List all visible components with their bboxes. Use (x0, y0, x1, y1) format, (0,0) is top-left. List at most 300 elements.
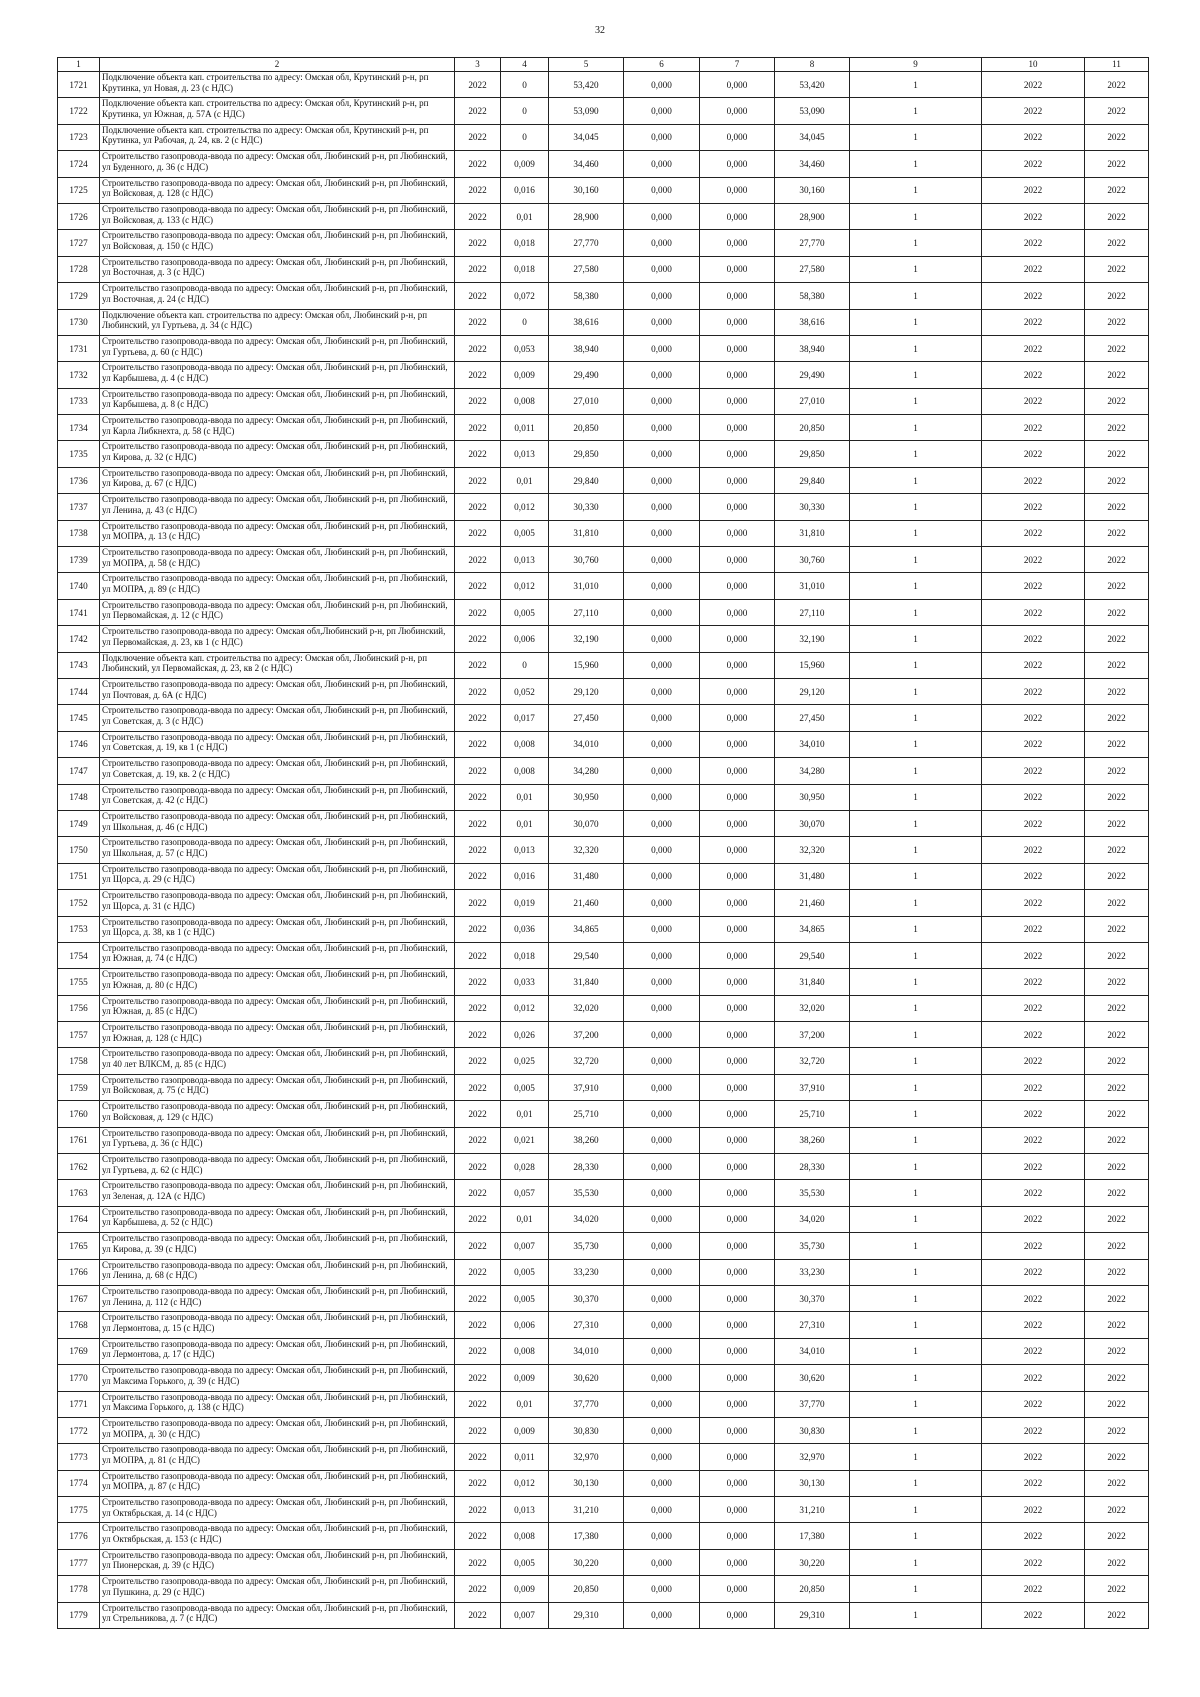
table-row (58, 309, 1149, 335)
table-cell-col-1: 1751 (58, 863, 100, 889)
table-cell-col-6: 0,000 (624, 1602, 700, 1628)
table-cell-col-8: 30,330 (775, 494, 850, 520)
table-cell-col-7: 0,000 (700, 1338, 775, 1364)
table-cell-col-2: Строительство газопровода-ввода по адресу: Омская обл, Любинский р-н, рп Любинский, ул Войсковая, д. 75 (с НДС) (100, 1074, 455, 1100)
table-cell-col-8: 31,480 (775, 863, 850, 889)
table-cell-col-11: 2022 (1085, 309, 1149, 335)
table-cell-col-10: 2022 (982, 72, 1085, 98)
table-cell-col-10: 2022 (982, 494, 1085, 520)
table-cell-col-1: 1753 (58, 916, 100, 942)
table-cell-col-11: 2022 (1085, 1259, 1149, 1285)
table-cell-col-8: 27,450 (775, 705, 850, 731)
table-cell-col-11: 2022 (1085, 837, 1149, 863)
table-cell-col-4: 0,017 (501, 705, 549, 731)
table-row (58, 1101, 1149, 1127)
table-cell-col-9: 1 (850, 863, 982, 889)
table-cell-col-9: 1 (850, 1233, 982, 1259)
table-cell-col-4: 0,013 (501, 441, 549, 467)
column-header-11: 11 (1085, 58, 1149, 72)
table-cell-col-6: 0,000 (624, 1180, 700, 1206)
table-cell-col-6: 0,000 (624, 283, 700, 309)
table-cell-col-9: 1 (850, 599, 982, 625)
table-cell-col-5: 58,380 (549, 283, 624, 309)
table-cell-col-1: 1766 (58, 1259, 100, 1285)
table-cell-col-9: 1 (850, 758, 982, 784)
table-cell-col-7: 0,000 (700, 995, 775, 1021)
table-cell-col-1: 1732 (58, 362, 100, 388)
table-cell-col-9: 1 (850, 1470, 982, 1496)
table-cell-col-6: 0,000 (624, 1285, 700, 1311)
table-cell-col-1: 1757 (58, 1022, 100, 1048)
table-cell-col-5: 29,840 (549, 467, 624, 493)
table-cell-col-1: 1760 (58, 1101, 100, 1127)
table-cell-col-11: 2022 (1085, 731, 1149, 757)
table-cell-col-3: 2022 (455, 547, 501, 573)
table-cell-col-1: 1728 (58, 256, 100, 282)
table-cell-col-8: 27,580 (775, 256, 850, 282)
table-cell-col-10: 2022 (982, 1154, 1085, 1180)
table-cell-col-6: 0,000 (624, 916, 700, 942)
table-cell-col-9: 1 (850, 1048, 982, 1074)
table-row (58, 520, 1149, 546)
column-header-9: 9 (850, 58, 982, 72)
table-cell-col-10: 2022 (982, 467, 1085, 493)
table-cell-col-1: 1739 (58, 547, 100, 573)
table-cell-col-4: 0,018 (501, 256, 549, 282)
column-header-3: 3 (455, 58, 501, 72)
table-cell-col-4: 0,005 (501, 1259, 549, 1285)
table-cell-col-10: 2022 (982, 599, 1085, 625)
table-cell-col-4: 0,036 (501, 916, 549, 942)
table-cell-col-4: 0,009 (501, 362, 549, 388)
table-cell-col-4: 0,013 (501, 837, 549, 863)
table-cell-col-2: Строительство газопровода-ввода по адресу: Омская обл, Любинский р-н, рп Любинский, ул Пионерская, д. 39 (с НДС) (100, 1549, 455, 1575)
table-cell-col-1: 1767 (58, 1285, 100, 1311)
table-cell-col-5: 53,420 (549, 72, 624, 98)
table-cell-col-2: Строительство газопровода-ввода по адресу: Омская обл, Любинский р-н, рп Любинский, ул МОПРА, д. 81 (с НДС) (100, 1444, 455, 1470)
table-cell-col-2: Строительство газопровода-ввода по адресу: Омская обл, Любинский р-н, рп Любинский, ул Южная, д. 80 (с НДС) (100, 969, 455, 995)
table-cell-col-6: 0,000 (624, 705, 700, 731)
table-cell-col-10: 2022 (982, 731, 1085, 757)
table-cell-col-9: 1 (850, 969, 982, 995)
table-cell-col-10: 2022 (982, 520, 1085, 546)
table-cell-col-8: 30,830 (775, 1417, 850, 1443)
table-cell-col-8: 30,620 (775, 1365, 850, 1391)
table-cell-col-9: 1 (850, 1497, 982, 1523)
table-cell-col-10: 2022 (982, 415, 1085, 441)
table-cell-col-3: 2022 (455, 203, 501, 229)
table-cell-col-11: 2022 (1085, 1549, 1149, 1575)
table-cell-col-5: 28,330 (549, 1154, 624, 1180)
table-cell-col-6: 0,000 (624, 1233, 700, 1259)
table-cell-col-5: 31,480 (549, 863, 624, 889)
table-cell-col-9: 1 (850, 1022, 982, 1048)
table-cell-col-1: 1731 (58, 335, 100, 361)
table-cell-col-8: 29,840 (775, 467, 850, 493)
table-cell-col-7: 0,000 (700, 1022, 775, 1048)
table-row (58, 1523, 1149, 1549)
table-row (58, 1497, 1149, 1523)
table-cell-col-5: 29,490 (549, 362, 624, 388)
table-cell-col-7: 0,000 (700, 151, 775, 177)
table-cell-col-1: 1769 (58, 1338, 100, 1364)
table-cell-col-5: 30,330 (549, 494, 624, 520)
table-cell-col-10: 2022 (982, 1444, 1085, 1470)
table-cell-col-7: 0,000 (700, 890, 775, 916)
table-cell-col-8: 30,130 (775, 1470, 850, 1496)
table-cell-col-2: Подключение объекта кап. строительства по адресу: Омская обл, Крутинский р-н, рп Крутинка, ул Рабочая, д. 24, кв. 2 (с НДС) (100, 124, 455, 150)
table-header (58, 58, 1149, 72)
table-cell-col-1: 1746 (58, 731, 100, 757)
table-cell-col-7: 0,000 (700, 520, 775, 546)
table-cell-col-10: 2022 (982, 1101, 1085, 1127)
table-cell-col-3: 2022 (455, 1101, 501, 1127)
table-cell-col-1: 1778 (58, 1576, 100, 1602)
table-cell-col-9: 1 (850, 916, 982, 942)
table-cell-col-4: 0,005 (501, 1074, 549, 1100)
table-cell-col-4: 0 (501, 98, 549, 124)
table-cell-col-7: 0,000 (700, 124, 775, 150)
table-cell-col-6: 0,000 (624, 151, 700, 177)
table-cell-col-3: 2022 (455, 441, 501, 467)
table-cell-col-4: 0,01 (501, 810, 549, 836)
table-cell-col-8: 37,770 (775, 1391, 850, 1417)
table-cell-col-7: 0,000 (700, 72, 775, 98)
table-row (58, 1180, 1149, 1206)
table-cell-col-10: 2022 (982, 1285, 1085, 1311)
table-cell-col-2: Строительство газопровода-ввода по адресу: Омская обл, Любинский р-н, рп Любинский, ул МОПРА, д. 89 (с НДС) (100, 573, 455, 599)
table-cell-col-3: 2022 (455, 98, 501, 124)
table-cell-col-6: 0,000 (624, 1048, 700, 1074)
table-cell-col-2: Строительство газопровода-ввода по адресу: Омская обл, Любинский р-н, рп Любинский, ул Кирова, д. 32 (с НДС) (100, 441, 455, 467)
table-row (58, 388, 1149, 414)
table-cell-col-7: 0,000 (700, 1101, 775, 1127)
table-cell-col-11: 2022 (1085, 626, 1149, 652)
table-cell-col-3: 2022 (455, 942, 501, 968)
table-cell-col-6: 0,000 (624, 652, 700, 678)
table-cell-col-5: 32,320 (549, 837, 624, 863)
table-cell-col-5: 31,210 (549, 1497, 624, 1523)
table-cell-col-2: Строительство газопровода-ввода по адресу: Омская обл, Любинский р-н, рп Любинский, ул Школьная, д. 57 (с НДС) (100, 837, 455, 863)
table-cell-col-3: 2022 (455, 863, 501, 889)
table-cell-col-3: 2022 (455, 1206, 501, 1232)
table-cell-col-6: 0,000 (624, 467, 700, 493)
table-cell-col-1: 1744 (58, 678, 100, 704)
table-cell-col-7: 0,000 (700, 1048, 775, 1074)
table-cell-col-7: 0,000 (700, 1523, 775, 1549)
table-cell-col-3: 2022 (455, 256, 501, 282)
table-cell-col-6: 0,000 (624, 810, 700, 836)
table-cell-col-8: 27,110 (775, 599, 850, 625)
table-cell-col-3: 2022 (455, 1127, 501, 1153)
table-cell-col-11: 2022 (1085, 942, 1149, 968)
table-cell-col-11: 2022 (1085, 1417, 1149, 1443)
table-cell-col-6: 0,000 (624, 494, 700, 520)
page-number: 32 (595, 25, 605, 36)
table-cell-col-8: 32,320 (775, 837, 850, 863)
table-cell-col-11: 2022 (1085, 705, 1149, 731)
table-cell-col-9: 1 (850, 626, 982, 652)
table-cell-col-9: 1 (850, 124, 982, 150)
table-cell-col-4: 0,021 (501, 1127, 549, 1153)
table-row (58, 256, 1149, 282)
table-row (58, 863, 1149, 889)
table-cell-col-11: 2022 (1085, 283, 1149, 309)
table-cell-col-10: 2022 (982, 309, 1085, 335)
table-cell-col-3: 2022 (455, 124, 501, 150)
table-cell-col-4: 0,01 (501, 1101, 549, 1127)
table-cell-col-7: 0,000 (700, 837, 775, 863)
table-cell-col-3: 2022 (455, 1497, 501, 1523)
table-cell-col-2: Строительство газопровода-ввода по адресу: Омская обл, Любинский р-н, рп Любинский, ул Карбышева, д. 8 (с НДС) (100, 388, 455, 414)
table-cell-col-4: 0,018 (501, 942, 549, 968)
table-cell-col-6: 0,000 (624, 995, 700, 1021)
table-cell-col-4: 0,01 (501, 784, 549, 810)
table-cell-col-10: 2022 (982, 969, 1085, 995)
table-cell-col-7: 0,000 (700, 494, 775, 520)
table-cell-col-5: 27,450 (549, 705, 624, 731)
table-cell-col-9: 1 (850, 494, 982, 520)
table-cell-col-5: 20,850 (549, 1576, 624, 1602)
table-cell-col-10: 2022 (982, 1048, 1085, 1074)
table-cell-col-1: 1747 (58, 758, 100, 784)
table-cell-col-1: 1726 (58, 203, 100, 229)
table-row (58, 124, 1149, 150)
table-cell-col-7: 0,000 (700, 309, 775, 335)
table-cell-col-11: 2022 (1085, 520, 1149, 546)
table-cell-col-8: 30,220 (775, 1549, 850, 1575)
table-cell-col-4: 0,011 (501, 415, 549, 441)
table-cell-col-5: 53,090 (549, 98, 624, 124)
table-cell-col-6: 0,000 (624, 230, 700, 256)
table-cell-col-10: 2022 (982, 1523, 1085, 1549)
table-cell-col-1: 1745 (58, 705, 100, 731)
table-cell-col-9: 1 (850, 1259, 982, 1285)
table-row (58, 1233, 1149, 1259)
table-cell-col-9: 1 (850, 573, 982, 599)
table-cell-col-3: 2022 (455, 1470, 501, 1496)
table-cell-col-4: 0 (501, 652, 549, 678)
table-cell-col-8: 27,310 (775, 1312, 850, 1338)
table-cell-col-6: 0,000 (624, 256, 700, 282)
table-cell-col-2: Подключение объекта кап. строительства по адресу: Омская обл, Любинский р-н, рп Любинский, ул Первомайская, д. 23, кв 2 (с НДС) (100, 652, 455, 678)
table-cell-col-1: 1737 (58, 494, 100, 520)
table-cell-col-1: 1740 (58, 573, 100, 599)
table-cell-col-7: 0,000 (700, 98, 775, 124)
table-cell-col-6: 0,000 (624, 1074, 700, 1100)
table-cell-col-5: 31,810 (549, 520, 624, 546)
table-cell-col-9: 1 (850, 678, 982, 704)
table-cell-col-1: 1755 (58, 969, 100, 995)
table-cell-col-10: 2022 (982, 1576, 1085, 1602)
table-row (58, 1127, 1149, 1153)
table-cell-col-10: 2022 (982, 1127, 1085, 1153)
table-cell-col-4: 0,01 (501, 467, 549, 493)
table-cell-col-8: 34,865 (775, 916, 850, 942)
table-cell-col-9: 1 (850, 72, 982, 98)
table-cell-col-10: 2022 (982, 916, 1085, 942)
table-cell-col-9: 1 (850, 177, 982, 203)
table-row (58, 1576, 1149, 1602)
table-row (58, 1602, 1149, 1628)
table-cell-col-6: 0,000 (624, 1022, 700, 1048)
table-cell-col-5: 29,310 (549, 1602, 624, 1628)
table-cell-col-10: 2022 (982, 547, 1085, 573)
table-row (58, 942, 1149, 968)
table-cell-col-3: 2022 (455, 969, 501, 995)
table-cell-col-1: 1750 (58, 837, 100, 863)
table-cell-col-8: 30,070 (775, 810, 850, 836)
table-cell-col-11: 2022 (1085, 467, 1149, 493)
table-cell-col-8: 53,420 (775, 72, 850, 98)
table-cell-col-8: 29,490 (775, 362, 850, 388)
table-cell-col-7: 0,000 (700, 1074, 775, 1100)
table-cell-col-3: 2022 (455, 731, 501, 757)
table-cell-col-4: 0,007 (501, 1233, 549, 1259)
table-cell-col-10: 2022 (982, 573, 1085, 599)
table-cell-col-7: 0,000 (700, 1180, 775, 1206)
table-cell-col-7: 0,000 (700, 388, 775, 414)
table-cell-col-10: 2022 (982, 863, 1085, 889)
table-cell-col-5: 31,010 (549, 573, 624, 599)
table-cell-col-10: 2022 (982, 283, 1085, 309)
table-cell-col-2: Подключение объекта кап. строительства по адресу: Омская обл, Любинский р-н, рп Любинский, ул Гуртьева, д. 34 (с НДС) (100, 309, 455, 335)
table-cell-col-4: 0,009 (501, 1576, 549, 1602)
table-row (58, 731, 1149, 757)
table-cell-col-8: 34,280 (775, 758, 850, 784)
table-cell-col-11: 2022 (1085, 547, 1149, 573)
data-table (57, 57, 1149, 1629)
table-cell-col-7: 0,000 (700, 441, 775, 467)
table-cell-col-7: 0,000 (700, 1285, 775, 1311)
table-cell-col-3: 2022 (455, 678, 501, 704)
table-cell-col-2: Строительство газопровода-ввода по адресу: Омская обл, Любинский р-н, рп Любинский, ул Карла Либкнехта, д. 58 (с НДС) (100, 415, 455, 441)
table-cell-col-5: 30,160 (549, 177, 624, 203)
table-cell-col-9: 1 (850, 1101, 982, 1127)
table-cell-col-11: 2022 (1085, 1497, 1149, 1523)
table-cell-col-8: 34,045 (775, 124, 850, 150)
table-cell-col-10: 2022 (982, 1365, 1085, 1391)
table-cell-col-1: 1774 (58, 1470, 100, 1496)
table-cell-col-5: 30,070 (549, 810, 624, 836)
table-cell-col-5: 30,130 (549, 1470, 624, 1496)
table-cell-col-11: 2022 (1085, 678, 1149, 704)
table-cell-col-7: 0,000 (700, 362, 775, 388)
table-cell-col-2: Строительство газопровода-ввода по адресу: Омская обл, Любинский р-н, рп Любинский, ул Ленина, д. 68 (с НДС) (100, 1259, 455, 1285)
table-cell-col-4: 0,007 (501, 1602, 549, 1628)
table-cell-col-2: Строительство газопровода-ввода по адресу: Омская обл, Любинский р-н, рп Любинский, ул Войсковая, д. 128 (с НДС) (100, 177, 455, 203)
table-cell-col-8: 31,010 (775, 573, 850, 599)
table-cell-col-10: 2022 (982, 1549, 1085, 1575)
table-cell-col-3: 2022 (455, 335, 501, 361)
table-cell-col-7: 0,000 (700, 1365, 775, 1391)
table-cell-col-4: 0,018 (501, 230, 549, 256)
table-cell-col-10: 2022 (982, 758, 1085, 784)
table-cell-col-11: 2022 (1085, 203, 1149, 229)
table-cell-col-11: 2022 (1085, 969, 1149, 995)
table-cell-col-1: 1752 (58, 890, 100, 916)
table-cell-col-6: 0,000 (624, 890, 700, 916)
table-cell-col-11: 2022 (1085, 1576, 1149, 1602)
table-cell-col-2: Строительство газопровода-ввода по адресу: Омская обл, Любинский р-н, рп Любинский, ул Карбышева, д. 52 (с НДС) (100, 1206, 455, 1232)
table-cell-col-4: 0,025 (501, 1048, 549, 1074)
table-cell-col-3: 2022 (455, 995, 501, 1021)
table-cell-col-11: 2022 (1085, 1048, 1149, 1074)
table-cell-col-5: 32,190 (549, 626, 624, 652)
table-cell-col-7: 0,000 (700, 1233, 775, 1259)
table-cell-col-5: 34,460 (549, 151, 624, 177)
table-cell-col-4: 0,008 (501, 731, 549, 757)
table-cell-col-1: 1764 (58, 1206, 100, 1232)
table-cell-col-3: 2022 (455, 1048, 501, 1074)
table-row (58, 1312, 1149, 1338)
table-cell-col-4: 0,013 (501, 547, 549, 573)
table-cell-col-10: 2022 (982, 388, 1085, 414)
table-cell-col-2: Строительство газопровода-ввода по адресу: Омская обл, Любинский р-н, рп Любинский, ул Советская, д. 19, кв. 2 (с НДС) (100, 758, 455, 784)
table-cell-col-4: 0,016 (501, 863, 549, 889)
table-cell-col-1: 1762 (58, 1154, 100, 1180)
table-cell-col-1: 1754 (58, 942, 100, 968)
table-cell-col-1: 1736 (58, 467, 100, 493)
table-cell-col-8: 20,850 (775, 415, 850, 441)
table-cell-col-5: 27,010 (549, 388, 624, 414)
table-cell-col-3: 2022 (455, 1391, 501, 1417)
table-cell-col-5: 30,220 (549, 1549, 624, 1575)
table-cell-col-8: 21,460 (775, 890, 850, 916)
table-cell-col-3: 2022 (455, 1444, 501, 1470)
table-cell-col-3: 2022 (455, 309, 501, 335)
table-cell-col-8: 31,810 (775, 520, 850, 546)
table-cell-col-8: 32,190 (775, 626, 850, 652)
table-cell-col-8: 34,460 (775, 151, 850, 177)
table-row (58, 1549, 1149, 1575)
table-cell-col-9: 1 (850, 1523, 982, 1549)
table-cell-col-6: 0,000 (624, 203, 700, 229)
table-cell-col-7: 0,000 (700, 256, 775, 282)
table-cell-col-2: Строительство газопровода-ввода по адресу: Омская обл, Любинский р-н, рп Любинский, ул Буденного, д. 36 (с НДС) (100, 151, 455, 177)
table-cell-col-8: 58,380 (775, 283, 850, 309)
table-cell-col-11: 2022 (1085, 758, 1149, 784)
table-row (58, 547, 1149, 573)
table-cell-col-11: 2022 (1085, 1180, 1149, 1206)
table-cell-col-6: 0,000 (624, 1391, 700, 1417)
table-cell-col-11: 2022 (1085, 810, 1149, 836)
table-cell-col-10: 2022 (982, 1602, 1085, 1628)
table-cell-col-8: 20,850 (775, 1576, 850, 1602)
table-cell-col-6: 0,000 (624, 441, 700, 467)
table-cell-col-1: 1741 (58, 599, 100, 625)
table-cell-col-4: 0,012 (501, 995, 549, 1021)
table-row (58, 1154, 1149, 1180)
table-cell-col-8: 30,760 (775, 547, 850, 573)
table-cell-col-9: 1 (850, 1154, 982, 1180)
column-header-4: 4 (501, 58, 549, 72)
table-cell-col-7: 0,000 (700, 1417, 775, 1443)
table-cell-col-1: 1742 (58, 626, 100, 652)
table-cell-col-4: 0,005 (501, 1285, 549, 1311)
table-cell-col-6: 0,000 (624, 335, 700, 361)
table-row (58, 72, 1149, 98)
table-cell-col-4: 0,009 (501, 151, 549, 177)
table-cell-col-5: 30,760 (549, 547, 624, 573)
table-cell-col-2: Строительство газопровода-ввода по адресу: Омская обл, Любинский р-н, рп Любинский, ул Щорса, д. 38, кв 1 (с НДС) (100, 916, 455, 942)
table-cell-col-9: 1 (850, 810, 982, 836)
table-row (58, 98, 1149, 124)
table-cell-col-5: 34,010 (549, 731, 624, 757)
table-cell-col-2: Строительство газопровода-ввода по адресу: Омская обл, Любинский р-н, рп Любинский, ул Карбышева, д. 4 (с НДС) (100, 362, 455, 388)
table-cell-col-7: 0,000 (700, 1259, 775, 1285)
table-cell-col-3: 2022 (455, 388, 501, 414)
